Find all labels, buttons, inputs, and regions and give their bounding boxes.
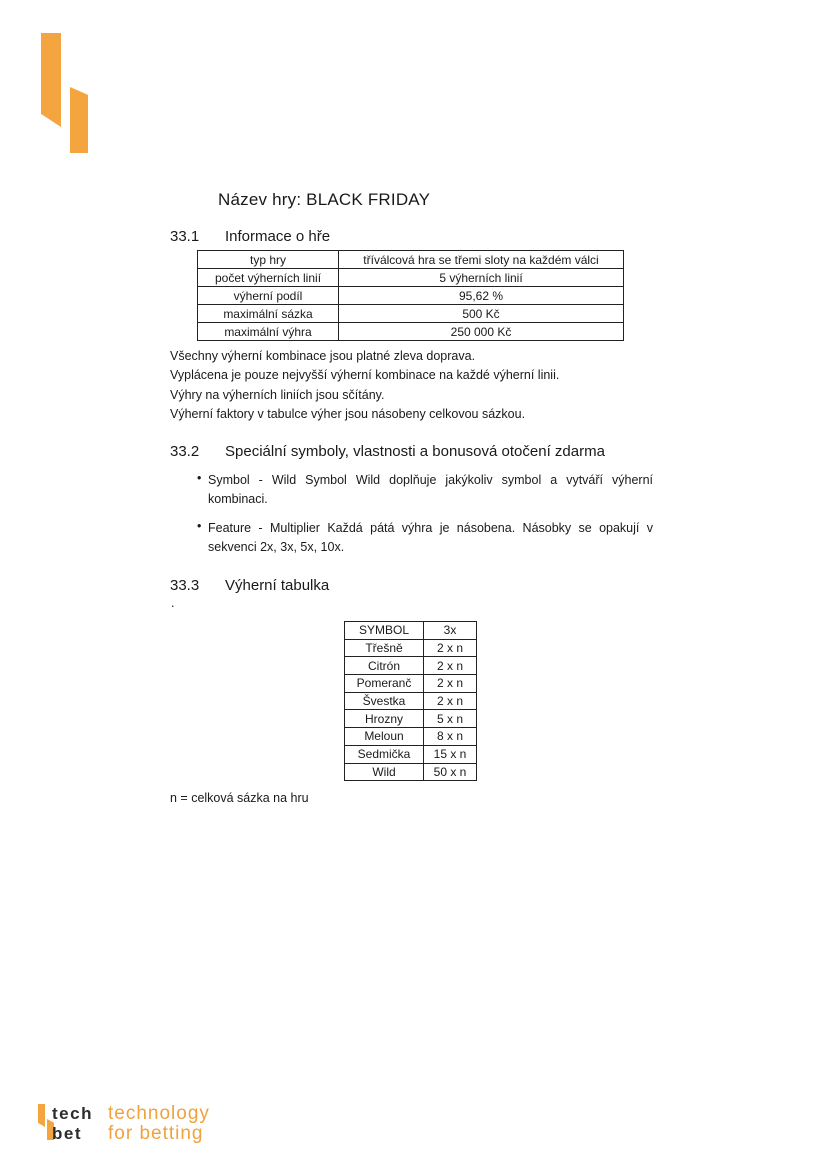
brand-logo-bar-left-icon [41, 33, 61, 127]
symbol-payout: 2 x n [424, 639, 477, 657]
section-title: Informace o hře [225, 228, 331, 245]
table-row [345, 745, 477, 763]
rule-note-line: Výherní faktory v tabulce výher jsou násobeny celkovou sázkou. [170, 406, 526, 421]
table-row [345, 763, 477, 781]
table-header-row [345, 622, 477, 640]
table-row [345, 639, 477, 657]
symbol-name: Pomeranč [345, 675, 424, 693]
symbol-payout: 2 x n [424, 657, 477, 675]
table-row [345, 710, 477, 728]
info-label: maximální sázka [198, 305, 339, 323]
footer-brand-bet: bet [52, 1124, 82, 1143]
info-value: 5 výherních linií [339, 269, 624, 287]
footer-logo-text [52, 1103, 210, 1143]
info-label: typ hry [198, 251, 339, 269]
table-row [345, 657, 477, 675]
symbol-name: Švestka [345, 692, 424, 710]
rule-note-line: Všechny výherní kombinace jsou platné zleva doprava. [170, 349, 476, 363]
info-label: maximální výhra [198, 323, 339, 341]
footer-brand-for-betting: for betting [108, 1123, 204, 1144]
stray-dot: . [171, 596, 175, 610]
table-row [198, 269, 624, 287]
paytable-header-3x: 3x [424, 622, 477, 640]
special-symbols-list [197, 471, 653, 567]
rule-note-line: Vyplácena je pouze nejvyšší výherní kombinace na každé výherní linii. [170, 368, 560, 383]
symbol-name: Meloun [345, 728, 424, 746]
table-row [345, 692, 477, 710]
list-item [197, 471, 653, 509]
section-number: 33.3 [170, 577, 200, 594]
rule-note-line: Výhry na výherních liniích jsou sčítány. [170, 387, 385, 402]
footer-logo-bar-left-icon [38, 1104, 45, 1127]
list-item-text: • Symbol - Wild Symbol Wild doplňuje jakýkoliv symbol a vytváří výherní kombinaci. [208, 473, 653, 506]
paytable [344, 621, 477, 781]
list-item [197, 519, 653, 557]
table-row [345, 728, 477, 746]
symbol-payout: 50 x n [424, 763, 477, 781]
symbol-name: Hrozny [345, 710, 424, 728]
footer-brand-tech: tech [52, 1104, 93, 1123]
table-row [198, 287, 624, 305]
paytable-note: n = celková sázka na hru [170, 791, 309, 805]
symbol-name: Třešně [345, 639, 424, 657]
game-info-table [197, 250, 624, 341]
page-title: Název hry: BLACK FRIDAY [218, 190, 431, 209]
section-title: Výherní tabulka [225, 577, 330, 594]
symbol-name: Sedmička [345, 745, 424, 763]
footer-brand-technology: technology [108, 1103, 210, 1124]
section-title: Speciální symboly, vlastnosti a bonusová otočení zdarma [225, 443, 605, 460]
paytable-header-symbol: SYMBOL [345, 622, 424, 640]
section-heading-33-2 [170, 443, 605, 460]
info-value: tříválcová hra se třemi sloty na každém válci [339, 251, 624, 269]
info-value: 95,62 % [339, 287, 624, 305]
section-number: 33.2 [170, 443, 200, 460]
footer-logo-row [52, 1123, 210, 1143]
table-row [198, 251, 624, 269]
section-heading-33-3 [170, 577, 329, 594]
symbol-name: Wild [345, 763, 424, 781]
symbol-payout: 8 x n [424, 728, 477, 746]
symbol-payout: 5 x n [424, 710, 477, 728]
symbol-payout: 15 x n [424, 745, 477, 763]
symbol-name: Citrón [345, 657, 424, 675]
info-value: 500 Kč [339, 305, 624, 323]
info-label: počet výherních linií [198, 269, 339, 287]
table-row [198, 305, 624, 323]
info-label: výherní podíl [198, 287, 339, 305]
table-row [345, 675, 477, 693]
footer-logo-row [52, 1103, 210, 1123]
section-heading-33-1 [170, 228, 330, 245]
section-number: 33.1 [170, 228, 200, 245]
rule-notes [170, 347, 559, 424]
table-row [198, 323, 624, 341]
list-item-text: • Feature - Multiplier Každá pátá výhra je násobena. Násobky se opakují v sekvenci 2x, 3x, 5x, 10x. [208, 521, 653, 554]
symbol-payout: 2 x n [424, 675, 477, 693]
info-value: 250 000 Kč [339, 323, 624, 341]
symbol-payout: 2 x n [424, 692, 477, 710]
brand-logo-bar-right-icon [70, 87, 88, 153]
